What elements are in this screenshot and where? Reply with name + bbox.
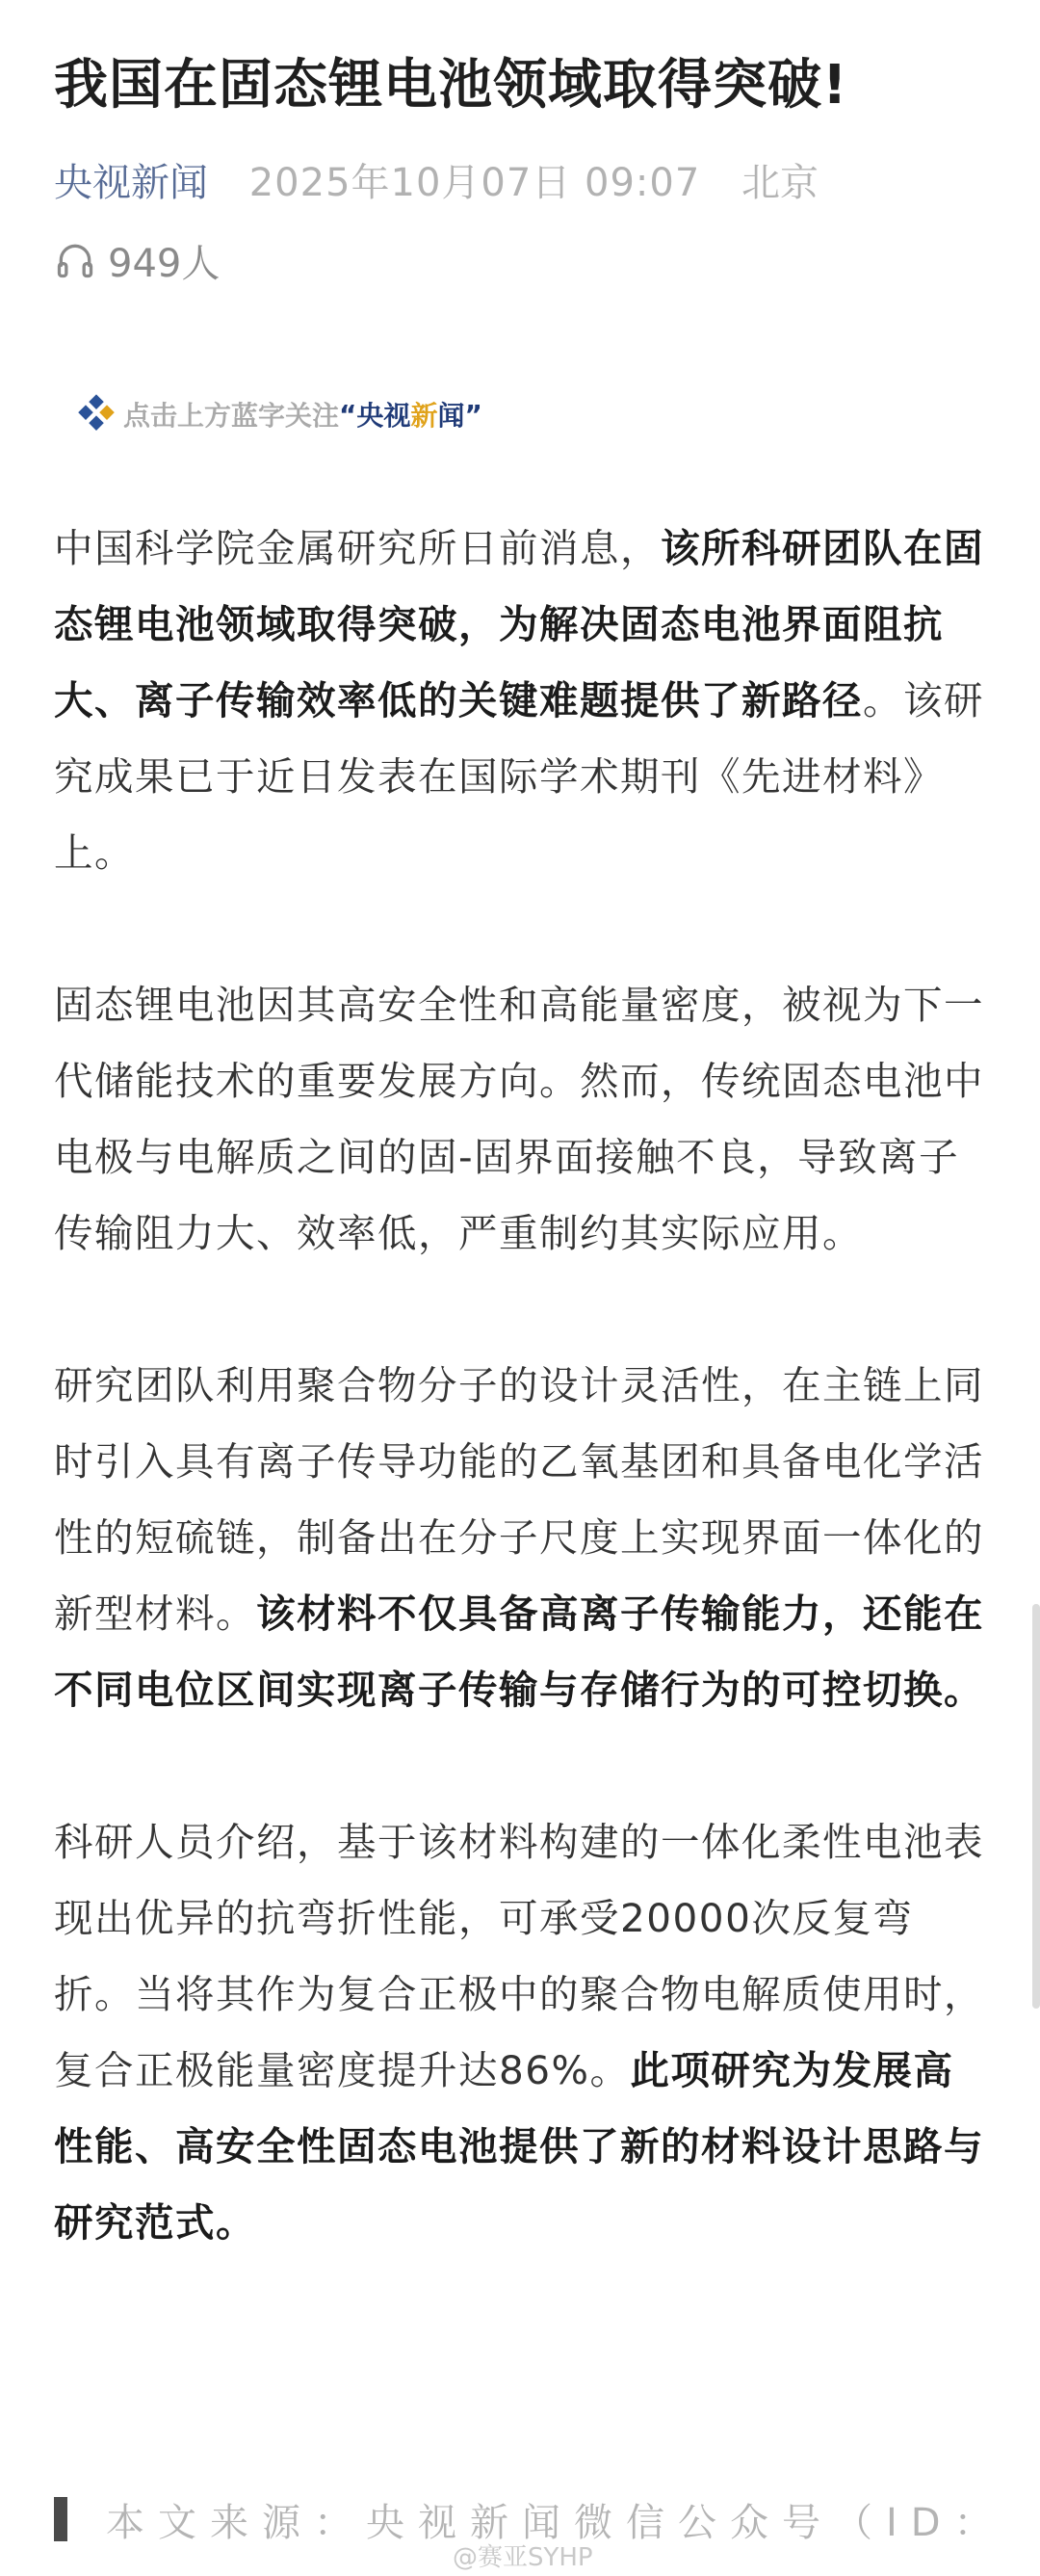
quote-bar — [54, 2497, 67, 2541]
follow-open-quote: “ — [339, 398, 357, 431]
follow-hint: 点击上方蓝字关注 — [123, 400, 340, 432]
publish-location: 北京 — [741, 161, 819, 205]
listen-button[interactable] — [54, 231, 220, 289]
paragraph: 科研人员介绍，基于该材料构建的一体化柔性电池表现出优异的抗弯折性能，可承受20000次反复弯折。当将其作为复合正极中的聚合物电解质使用时，复合正极能量密度提升达86%。此项研究为发展高性能、高安全性固态电池提供了新的材料设计思路与研究范式。 — [54, 1819, 984, 2246]
follow-brand: 央视新闻 — [356, 400, 465, 432]
cctv-logo-icon — [75, 393, 117, 435]
scrollbar[interactable] — [1032, 1604, 1040, 2009]
source-note-text: 本文来源：央视新闻微信公众号（ID： — [106, 2500, 1006, 2545]
listen-count: 949人 — [108, 241, 221, 286]
headphones-icon — [54, 239, 96, 281]
watermark: @赛亚SYHP — [453, 2543, 593, 2572]
article-title: 我国在固态锂电池领域取得突破! — [54, 54, 848, 117]
article-meta — [54, 154, 819, 212]
follow-banner[interactable] — [75, 390, 482, 438]
publish-time: 2025年10月07日 09:07 — [248, 161, 701, 205]
paragraph: 固态锂电池因其高安全性和高能量密度，被视为下一代储能技术的重要发展方向。然而，传统固态电池中电极与电解质之间的固-固界面接触不良，导致离子传输阻力大、效率低，严重制约其实际应用。 — [54, 982, 984, 1256]
follow-close-quote: ” — [464, 398, 482, 431]
account-name-link[interactable]: 央视新闻 — [54, 161, 208, 205]
article-body — [54, 511, 988, 2337]
paragraph: 中国科学院金属研究所日前消息，该所科研团队在固态锂电池领域取得突破，为解决固态电池界面阻抗大、离子传输效率低的关键难题提供了新路径。该研究成果已于近日发表在国际学术期刊《先进材料》上。 — [54, 525, 984, 876]
paragraph: 研究团队利用聚合物分子的设计灵活性，在主链上同时引入具有离子传导功能的乙氧基团和具备电化学活性的短硫链，制备出在分子尺度上实现界面一体化的新型材料。该材料不仅具备高离子传输能力，还能在不同电位区间实现离子传输与存储行为的可控切换。 — [54, 1362, 984, 1713]
